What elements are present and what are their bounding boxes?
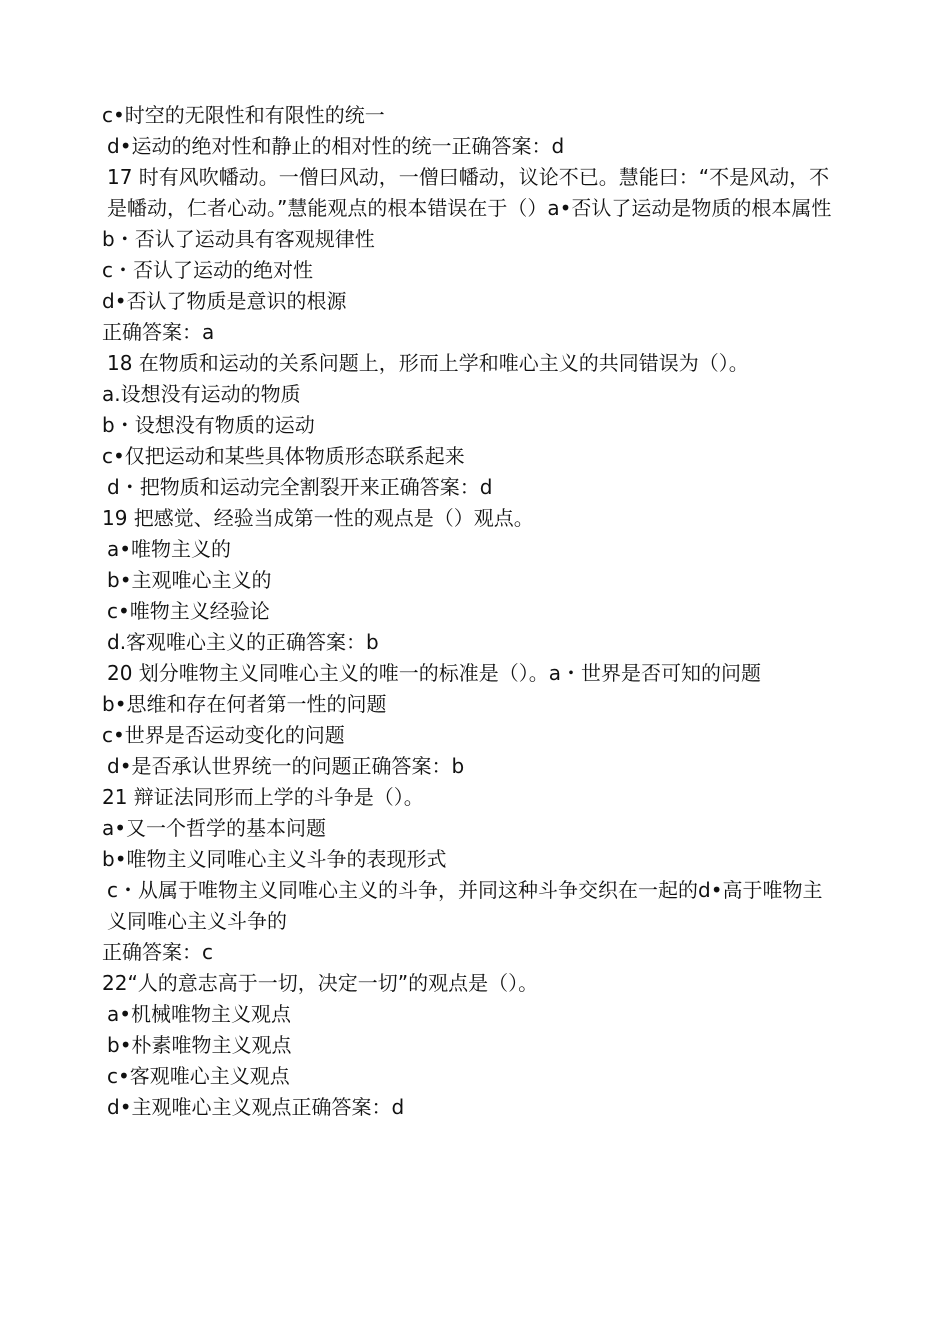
text-line: b•主观唯心主义的 xyxy=(107,568,272,592)
text-line: b・否认了运动具有客观规律性 xyxy=(102,227,375,251)
text-line: a•又一个哲学的基本问题 xyxy=(102,816,327,840)
text-line: d•运动的绝对性和静止的相对性的统一正确答案：d xyxy=(107,134,565,158)
text-line: b•思维和存在何者第一性的问题 xyxy=(102,692,387,716)
text-line: 正确答案：c xyxy=(102,940,213,964)
text-line: 19 把感觉、经验当成第一性的观点是（）观点。 xyxy=(102,506,534,530)
text-line: c•世界是否运动变化的问题 xyxy=(102,723,345,747)
document-body xyxy=(102,100,842,1123)
text-line: a•唯物主义的 xyxy=(107,537,232,561)
text-line: 17 时有风吹幡动。一僧曰风动，一僧曰幡动，议论不已。慧能曰：“不是风动，不是幡动，仁者心动。”慧能观点的根本错误在于（）a•否认了运动是物质的根本属性 xyxy=(107,165,832,220)
text-line: 18 在物质和运动的关系问题上，形而上学和唯心主义的共同错误为（）。 xyxy=(107,351,749,375)
text-line: c•时空的无限性和有限性的统一 xyxy=(102,103,385,127)
text-line: c•客观唯心主义观点 xyxy=(107,1064,290,1088)
text-line: d.客观唯心主义的正确答案：b xyxy=(107,630,379,654)
text-line: 20 划分唯物主义同唯心主义的唯一的标准是（）。a・世界是否可知的问题 xyxy=(107,661,762,685)
text-line: d•主观唯心主义观点正确答案：d xyxy=(107,1095,405,1119)
text-line: 22“人的意志高于一切，决定一切”的观点是（）。 xyxy=(102,971,539,995)
text-line: d・把物质和运动完全割裂开来正确答案：d xyxy=(107,475,493,499)
text-line: d•是否承认世界统一的问题正确答案：b xyxy=(107,754,465,778)
text-line: c•唯物主义经验论 xyxy=(107,599,270,623)
text-line: c•仅把运动和某些具体物质形态联系起来 xyxy=(102,444,465,468)
text-line: a•机械唯物主义观点 xyxy=(107,1002,292,1026)
text-line: a.设想没有运动的物质 xyxy=(102,382,301,406)
text-line: b•朴素唯物主义观点 xyxy=(107,1033,292,1057)
text-line: b・设想没有物质的运动 xyxy=(102,413,315,437)
text-line: 正确答案：a xyxy=(102,320,215,344)
text-line: d•否认了物质是意识的根源 xyxy=(102,289,347,313)
text-line: c・否认了运动的绝对性 xyxy=(102,258,313,282)
text-line: 21 辩证法同形而上学的斗争是（）。 xyxy=(102,785,424,809)
text-line: b•唯物主义同唯心主义斗争的表现形式 xyxy=(102,847,447,871)
text-line: c・从属于唯物主义同唯心主义的斗争，并同这种斗争交织在一起的d•高于唯物主义同唯心主义斗争的 xyxy=(107,878,823,933)
